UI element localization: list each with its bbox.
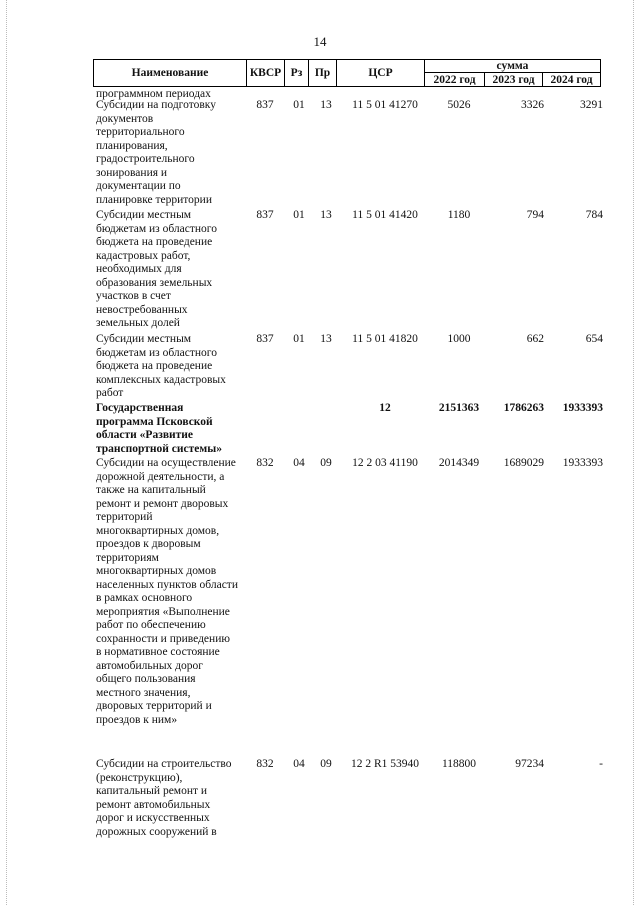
row-sum-2023: 3326 bbox=[521, 99, 544, 111]
row-csr: 11 5 01 41820 bbox=[352, 333, 418, 345]
row-name: Субсидии на строительство (реконструкцию), капитальный ремонт и ремонт автомобильных дорог и искусственных дорожных сооружений в bbox=[96, 758, 232, 838]
table-header bbox=[93, 59, 601, 87]
row-name: Государственная программа Псковской области «Развитие транспортной системы» bbox=[96, 402, 222, 455]
row-csr: 11 5 01 41270 bbox=[352, 99, 418, 111]
header-year-2024: 2024 год bbox=[543, 73, 601, 87]
row-sum-2023: 1689029 bbox=[503, 457, 544, 469]
header-year-2022: 2022 год bbox=[425, 73, 485, 87]
row-sum-2024: 1933393 bbox=[562, 402, 603, 414]
row-rz: 01 bbox=[293, 99, 305, 111]
row-sum-2022: 1000 bbox=[447, 333, 471, 345]
row-name: Субсидии местным бюджетам из областного бюджета на проведение кадастровых работ, необходимых для образования земельных участков в счет невостребованных земельных долей bbox=[96, 209, 217, 329]
row-rz: 01 bbox=[293, 333, 305, 345]
header-csr: ЦСР bbox=[337, 60, 425, 87]
row-sum-2024: 784 bbox=[585, 209, 603, 221]
row-csr: 12 bbox=[379, 402, 391, 414]
header-rz: Рз bbox=[285, 60, 309, 87]
row-sum-2023: 97234 bbox=[515, 758, 544, 770]
row-name: Субсидии на подготовку документов территориального планирования, градостроительного зонирования и документации по планировке территории bbox=[96, 99, 216, 206]
row-name: программном периодах bbox=[96, 88, 211, 100]
row-sum-2022: 2151363 bbox=[438, 402, 480, 414]
row-sum-2023: 662 bbox=[526, 333, 544, 345]
row-sum-2022: 1180 bbox=[447, 209, 471, 221]
row-kvsr: 832 bbox=[256, 758, 274, 770]
page-number: 14 bbox=[313, 34, 327, 49]
header-year-2023: 2023 год bbox=[485, 73, 543, 87]
row-rz: 04 bbox=[293, 457, 305, 469]
row-kvsr: 832 bbox=[256, 457, 274, 469]
row-pr: 09 bbox=[320, 758, 332, 770]
scan-edge-right bbox=[633, 0, 635, 905]
row-csr: 12 2 R1 53940 bbox=[350, 758, 420, 770]
row-name: Субсидии местным бюджетам из областного бюджета на проведение комплексных кадастровых работ bbox=[96, 333, 226, 399]
row-pr: 09 bbox=[320, 457, 332, 469]
row-csr: 12 2 03 41190 bbox=[352, 457, 418, 469]
row-csr: 11 5 01 41420 bbox=[352, 209, 418, 221]
row-sum-2024: - bbox=[599, 758, 603, 770]
header-pr: Пр bbox=[309, 60, 337, 87]
row-sum-2022: 118800 bbox=[441, 758, 477, 770]
row-sum-2023: 794 bbox=[526, 209, 544, 221]
row-kvsr: 837 bbox=[256, 333, 274, 345]
header-name: Наименование bbox=[94, 60, 247, 87]
row-kvsr: 837 bbox=[256, 99, 274, 111]
row-kvsr: 837 bbox=[256, 209, 274, 221]
header-sum: сумма bbox=[425, 60, 601, 73]
row-rz: 01 bbox=[293, 209, 305, 221]
row-pr: 13 bbox=[320, 209, 332, 221]
row-name: Субсидии на осуществление дорожной деятельности, а также на капитальный ремонт и ремонт дворовых территорий многоквартирных домов, проездов к дворовым территориям многоквартирных домов населенных пунктов области в рамках основного мероприятия «Выполнение работ по обеспечению сохранности и приведению в нормативное состояние автомобильных дорог общего пользования местного значения, дворовых территорий и проездов к ним» bbox=[96, 457, 238, 726]
row-sum-2023: 1786263 bbox=[503, 402, 544, 414]
row-pr: 13 bbox=[320, 99, 332, 111]
row-sum-2024: 654 bbox=[585, 333, 603, 345]
row-rz: 04 bbox=[293, 758, 305, 770]
row-pr: 13 bbox=[320, 333, 332, 345]
header-kvsr: КВСР bbox=[247, 60, 285, 87]
row-sum-2022: 5026 bbox=[447, 99, 471, 111]
row-sum-2024: 1933393 bbox=[562, 457, 603, 469]
scan-edge-left bbox=[6, 0, 8, 905]
row-sum-2022: 2014349 bbox=[438, 457, 480, 469]
row-sum-2024: 3291 bbox=[580, 99, 603, 111]
